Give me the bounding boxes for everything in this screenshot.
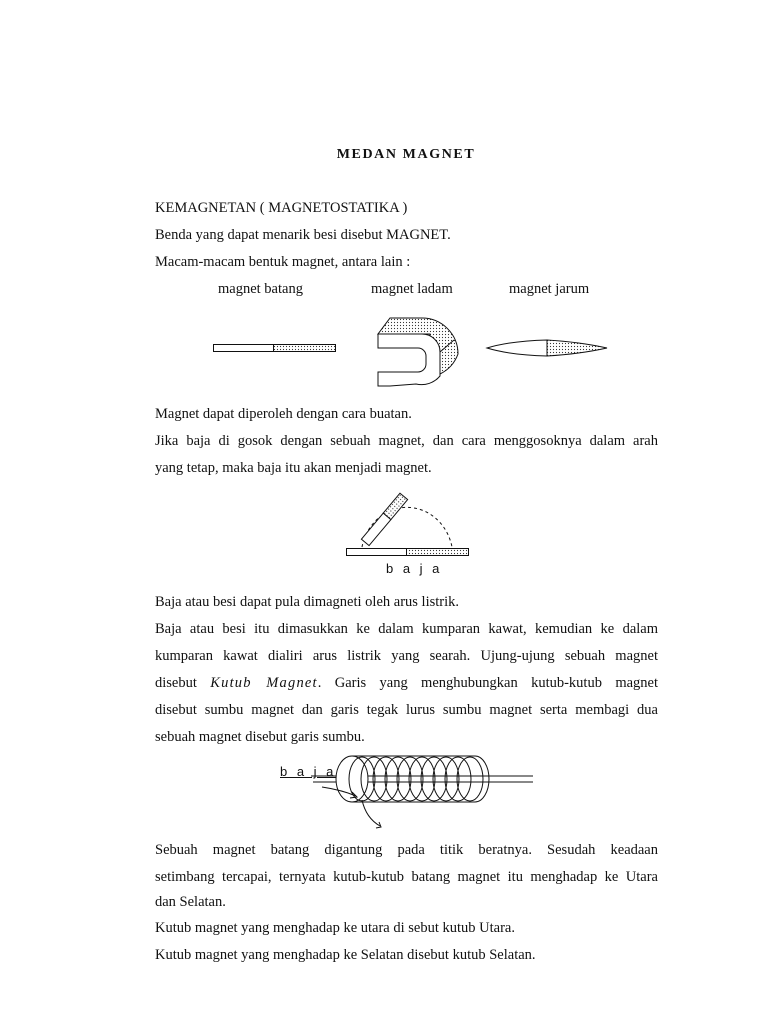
current-line-4: disebut Kutub Magnet. Garis yang menghubungkan kutub-kutub magnet xyxy=(155,675,658,691)
rub-steel-label: b a j a xyxy=(386,561,443,576)
current-line-1: Baja atau besi dapat pula dimagneti oleh arus listrik. xyxy=(155,594,460,610)
label-magnet-jarum: magnet jarum xyxy=(509,281,590,297)
coil-steel-label: b a j a xyxy=(280,764,337,779)
made-line-3: yang tetap, maka baja itu akan menjadi magnet. xyxy=(155,460,432,476)
poles-line-5: Kutub magnet yang menghadap ke Selatan disebut kutub Selatan. xyxy=(155,947,536,963)
poles-line-1: Sebuah magnet batang digantung pada titik beratnya. Sesudah keadaan xyxy=(155,842,658,858)
label-magnet-ladam: magnet ladam xyxy=(371,281,453,297)
intro-line-2: Macam-macam bentuk magnet, antara lain : xyxy=(155,254,411,270)
label-magnet-batang: magnet batang xyxy=(218,281,303,297)
section-heading: KEMAGNETAN ( MAGNETOSTATIKA ) xyxy=(155,200,408,216)
poles-line-2: setimbang tercapai, ternyata kutub-kutub batang magnet itu menghadap ke Utara xyxy=(155,869,658,885)
page-title: MEDAN MAGNET xyxy=(336,147,476,162)
made-line-2: Jika baja di gosok dengan sebuah magnet, dan cara menggosoknya dalam arah xyxy=(155,433,658,449)
current-line-2: Baja atau besi itu dimasukkan ke dalam kumparan kawat, kemudian ke dalam xyxy=(155,621,658,637)
current-line-3: kumparan kawat dialiri arus listrik yang searah. Ujung-ujung sebuah magnet xyxy=(155,648,658,664)
poles-line-4: Kutub magnet yang menghadap ke utara di sebut kutub Utara. xyxy=(155,920,515,936)
coil-windings xyxy=(349,757,483,801)
current-line-5: disebut sumbu magnet dan garis tegak lurus sumbu magnet serta membagi dua xyxy=(155,702,658,718)
intro-line-1: Benda yang dapat menarik besi disebut MAGNET. xyxy=(155,227,451,243)
current-line-6: sebuah magnet disebut garis sumbu. xyxy=(155,729,365,745)
made-line-1: Magnet dapat diperoleh dengan cara buatan. xyxy=(155,406,412,422)
kutub-magnet-term: Kutub Magnet xyxy=(210,675,318,691)
poles-line-3: dan Selatan. xyxy=(155,894,226,910)
